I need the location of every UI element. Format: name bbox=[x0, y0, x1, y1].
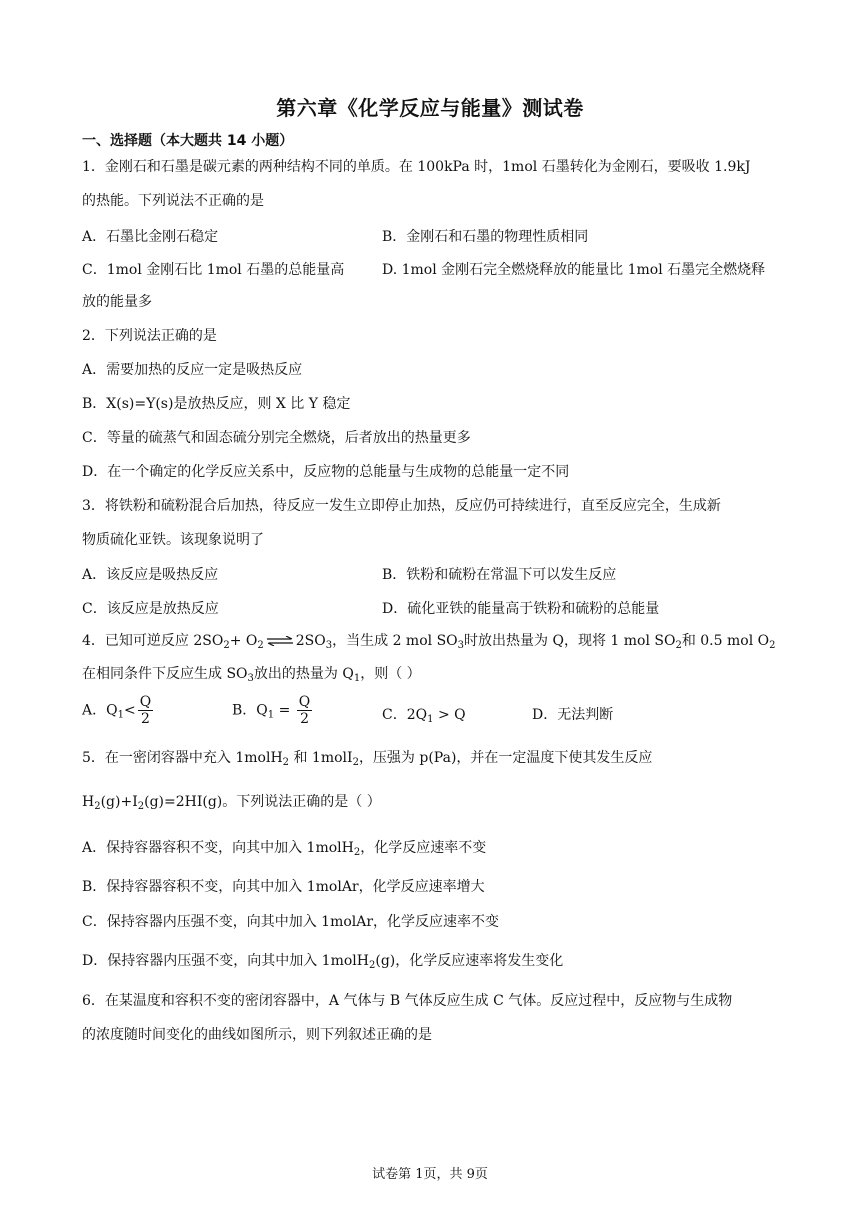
q2-option-c: C．等量的硫蒸气和固态硫分别完全燃烧，后者放出的热量更多 bbox=[82, 430, 471, 446]
q3-option-a: A．该反应是吸热反应 bbox=[82, 567, 219, 583]
q6-stem-line2: 的浓度随时间变化的曲线如图所示，则下列叙述正确的是 bbox=[82, 1027, 432, 1043]
fraction-q-over-2: $\frac{Q}{2}$ bbox=[298, 694, 311, 727]
q1-option-d: D. 1mol 金刚石完全燃烧释放的能量比 1mol 石墨完全燃烧释 bbox=[382, 262, 766, 278]
q3-option-b: B．铁粉和硫粉在常温下可以发生反应 bbox=[382, 567, 617, 583]
equilibrium-arrow-icon bbox=[266, 636, 294, 646]
q1-option-a: A．石墨比金刚石稳定 bbox=[82, 229, 219, 245]
q1-option-b: B．金刚石和石墨的物理性质相同 bbox=[382, 229, 589, 245]
q5-option-d: D．保持容器内压强不变，向其中加入 1molH$_2$(g)，化学反应速率将发生变化 bbox=[82, 953, 564, 971]
fraction-q-over-2: $\frac{Q}{2}$ bbox=[139, 694, 152, 727]
q4-option-b: B．$Q_1$ = $\frac{Q}{2}$ bbox=[232, 694, 311, 727]
q2-option-a: A．需要加热的反应一定是吸热反应 bbox=[82, 362, 303, 378]
q3-stem-line1: 3．将铁粉和硫粉混合后加热，待反应一发生立即停止加热，反应仍可持续进行，直至反应完全，生成新 bbox=[82, 498, 721, 514]
q3-option-c: C．该反应是放热反应 bbox=[82, 601, 219, 617]
q5-option-a: A．保持容器容积不变，向其中加入 1molH$_2$，化学反应速率不变 bbox=[82, 840, 487, 858]
q6-stem-line1: 6．在某温度和容积不变的密闭容器中，A 气体与 B 气体反应生成 C 气体。反应过程中，反应物与生成物 bbox=[82, 993, 733, 1009]
q4-stem-line2: 在相同条件下反应生成 $SO_3$放出的热量为 $Q_1$，则（ ） bbox=[82, 666, 421, 684]
q3-stem-line2: 物质硫化亚铁。该现象说明了 bbox=[82, 532, 264, 548]
q3-option-d: D．硫化亚铁的能量高于铁粉和硫粉的总能量 bbox=[382, 601, 660, 617]
page-title: 第六章《化学反应与能量》测试卷 bbox=[276, 96, 584, 120]
q1-stem-line1: 1．金刚石和石墨是碳元素的两种结构不同的单质。在 100kPa 时，1mol 石墨转化为金刚石，要吸收 1.9kJ bbox=[82, 159, 751, 175]
q2-option-d: D．在一个确定的化学反应关系中，反应物的总能量与生成物的总能量一定不同 bbox=[82, 464, 570, 480]
q1-option-d-continued: 放的能量多 bbox=[82, 294, 152, 310]
q1-option-c: C．1mol 金刚石比 1mol 石墨的总能量高 bbox=[82, 262, 345, 278]
q4-stem-line1: 4．已知可逆反应 $2SO_2+ O_2$ $2SO_3$，当生成 2 mol $SO_3$时放出热量为 Q，现将 1 mol $SO_2$和 0.5 mol $O_2$ bbox=[82, 633, 776, 651]
page-footer: 试卷第 1页，共 9页 bbox=[372, 1167, 488, 1182]
q5-stem-line2: $H_2(g)+I_2(g)=2HI(g)$。下列说法正确的是（ ） bbox=[82, 794, 381, 812]
q5-option-c: C．保持容器内压强不变，向其中加入 1molAr，化学反应速率不变 bbox=[82, 914, 500, 930]
q2-option-b: B．X(s)=Y(s)是放热反应，则 X 比 Y 稳定 bbox=[82, 396, 351, 412]
q2-stem: 2．下列说法正确的是 bbox=[82, 328, 217, 344]
q4-option-c: C．$2Q_1 > Q$ bbox=[382, 707, 466, 725]
q1-stem-line2: 的热能。下列说法不正确的是 bbox=[82, 193, 264, 209]
q5-option-b: B．保持容器容积不变，向其中加入 1molAr，化学反应速率增大 bbox=[82, 879, 485, 895]
q4-option-d: D．无法判断 bbox=[532, 707, 614, 723]
q4-option-a: A．$Q_1<$ $\frac{Q}{2}$ bbox=[82, 694, 152, 727]
section-heading: 一、选择题（本大题共 14 小题） bbox=[82, 133, 294, 149]
q5-stem-line1: 5．在一密闭容器中充入 1molH$_2$ 和 1molI$_2$，压强为 p(Pa)，并在一定温度下使其发生反应 bbox=[82, 750, 653, 768]
